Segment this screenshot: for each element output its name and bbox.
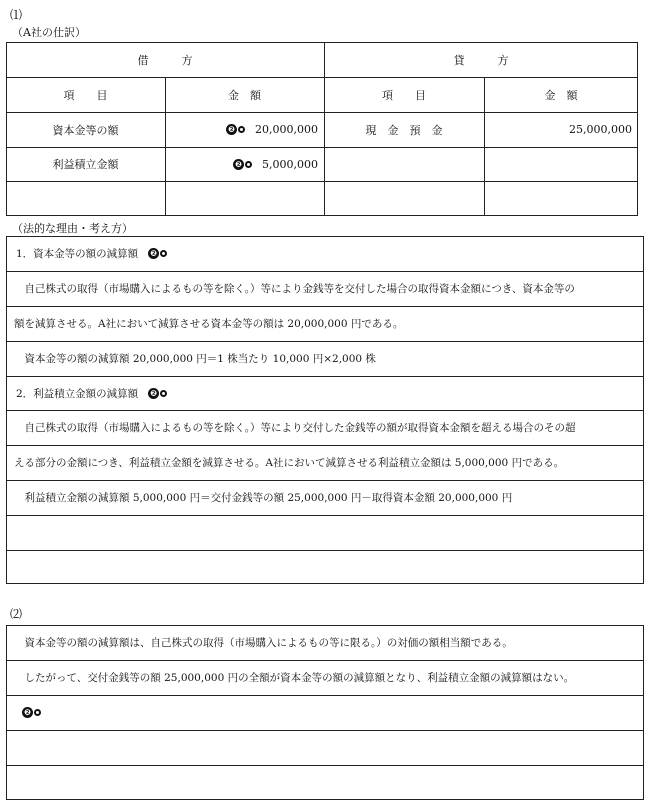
credit-item-2 <box>324 147 484 181</box>
debit-header: 借 方 <box>137 53 193 67</box>
score-mark-icon: ❷ <box>148 388 167 399</box>
section2-number: ⑵ <box>10 607 23 621</box>
debit-amount-cell-2 <box>165 147 324 181</box>
section1-number: ⑴ <box>10 8 23 22</box>
debit-item-2: 利益積立金額 <box>52 158 119 171</box>
credit-amount-2 <box>484 147 638 181</box>
score-mark-icon: ❷ <box>226 124 245 135</box>
reason-line: 利益積立金額の減算額 5,000,000 円＝交付金銭等の額 25,000,000 円－取得資本金額 20,000,000 円 <box>14 492 513 504</box>
credit-amount-1: 25,000,000 <box>569 123 632 136</box>
credit-amount-header: 金 額 <box>544 88 578 102</box>
debit-item-header: 項 目 <box>63 88 108 102</box>
score-mark-icon: ❷ <box>233 159 252 170</box>
reason-line: 資本金等の額の減算額 20,000,000 円＝1 株当たり 10,000 円×2,000 株 <box>14 353 376 365</box>
reason-heading-1: 1．資本金等の額の減算額 ❷ <box>16 236 171 271</box>
debit-amount-1: 20,000,000 <box>255 123 318 136</box>
section2-mark-row <box>22 695 45 730</box>
reason-line: 自己株式の取得（市場購入によるもの等を除く。）等により金銭等を交付した場合の取得資本金額につき、資本金等の <box>14 283 575 295</box>
debit-amount-2: 5,000,000 <box>262 157 318 171</box>
score-mark-icon: ❷ <box>148 248 167 259</box>
reason-line: える部分の金額につき、利益積立金額を減算させる。A社において減算させる利益積立金額は 5,000,000 円である。 <box>14 457 565 469</box>
debit-amount-cell-1 <box>165 112 324 147</box>
section2-line: 資本金等の額の減算額は、自己株式の取得（市場購入によるもの等に限る。）の対価の額相当額である。 <box>14 637 513 649</box>
reason-line: 額を減算させる。A社において減算させる資本金等の額は 20,000,000 円である。 <box>14 318 404 330</box>
credit-item-header: 項 目 <box>382 88 426 102</box>
reason-line: 自己株式の取得（市場購入によるもの等を除く。）等により交付した金銭等の額が取得資本金額を超える場合のその超 <box>14 422 576 434</box>
credit-header: 貸 方 <box>453 53 509 67</box>
section2-line: したがって、交付金銭等の額 25,000,000 円の全額が資本金等の額の減算額となり、利益積立金額の減算額はない。 <box>14 672 575 684</box>
debit-item-1: 資本金等の額 <box>52 123 119 137</box>
reason-caption: （法的な理由・考え方） <box>12 222 133 235</box>
debit-amount-header: 金 額 <box>228 88 261 102</box>
journal-caption: （A社の仕訳） <box>12 26 86 39</box>
reason-heading-2: 2．利益積立金額の減算額 ❷ <box>16 376 171 410</box>
credit-item-1: 現 金 預 金 <box>365 123 443 137</box>
score-mark-icon: ❷ <box>22 707 41 718</box>
